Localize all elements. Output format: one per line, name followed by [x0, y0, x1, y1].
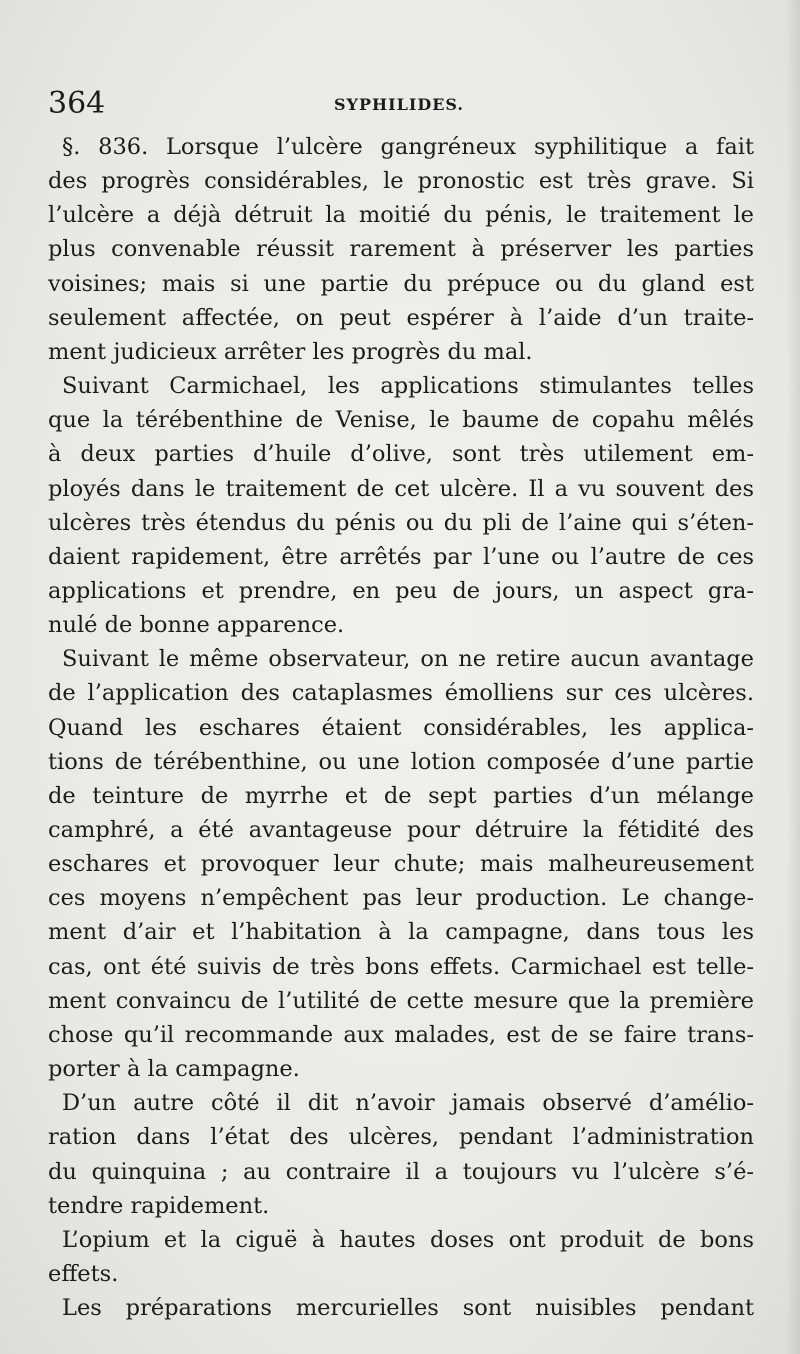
text-line: nulé de bonne apparence. [48, 612, 345, 639]
text-line: à deux parties d’huile d’olive, sont très utilement em- [48, 441, 754, 468]
text-line: l’ulcère a déjà détruit la moitié du pénis, le traitement le [48, 202, 754, 229]
text-line: L’opium et la ciguë à hautes doses ont produit de bons [62, 1226, 754, 1253]
page-number: 364 [48, 86, 106, 121]
text-line: ulcères très étendus du pénis ou du pli de l’aine qui s’éten- [48, 509, 754, 536]
text-line: voisines; mais si une partie du prépuce ou du gland est [48, 270, 754, 297]
text-line: Quand les eschares étaient considérables, les applica- [48, 714, 754, 741]
text-line: Suivant Carmichael, les applications stimulantes telles [62, 373, 754, 400]
text-line: applications et prendre, en peu de jours, un aspect gra- [48, 577, 754, 604]
text-line: tendre rapidement. [48, 1192, 270, 1219]
text-line: porter à la campagne. [48, 1056, 300, 1083]
text-line: seulement affectée, on peut espérer à l’aide d’un traite- [48, 304, 754, 331]
text-line: de teinture de myrrhe et de sept parties d’un mélange [48, 782, 754, 809]
text-line: eschares et provoquer leur chute; mais malheureusement [48, 851, 754, 878]
text-line: Les préparations mercurielles sont nuisibles pendant [62, 1295, 754, 1322]
text-line: chose qu’il recommande aux malades, est de se faire trans- [48, 1021, 754, 1048]
text-line: ployés dans le traitement de cet ulcère. Il a vu souvent des [48, 475, 754, 502]
text-line: cas, ont été suivis de très bons effets. Carmichael est telle- [48, 953, 754, 980]
text-line: camphré, a été avantageuse pour détruire la fétidité des [48, 817, 754, 843]
text-line: des progrès considérables, le pronostic est très grave. Si [48, 168, 754, 195]
text-line: ces moyens n’empêchent pas leur production. Le change- [48, 885, 754, 912]
text-line: ration dans l’état des ulcères, pendant l’administration [48, 1124, 754, 1151]
text-line: Suivant le même observateur, on ne retire aucun avantage [62, 646, 754, 673]
running-head: SYPHILIDES. [334, 95, 464, 114]
text-line: ment convaincu de l’utilité de cette mesure que la première [48, 987, 754, 1014]
text-line: ment d’air et l’habitation à la campagne, dans tous les [48, 919, 754, 946]
text-line: de l’application des cataplasmes émolliens sur ces ulcères. [48, 680, 754, 707]
text-line: effets. [48, 1260, 119, 1287]
page-shadow [786, 0, 800, 1354]
page-header [48, 84, 754, 124]
text-line: ment judicieux arrêter les progrès du mal. [48, 338, 533, 365]
text-line: D’un autre côté il dit n’avoir jamais observé d’amélio- [62, 1090, 754, 1117]
text-line: du quinquina ; au contraire il a toujours vu l’ulcère s’é- [48, 1158, 754, 1185]
text-line: §. 836. Lorsque l’ulcère gangréneux syphilitique a fait [62, 134, 754, 160]
text-line: tions de térébenthine, ou une lotion composée d’une partie [48, 748, 754, 775]
text-line: que la térébenthine de Venise, le baume de copahu mêlés [48, 407, 754, 434]
text-line: plus convenable réussit rarement à préserver les parties [48, 236, 754, 263]
text-line: daient rapidement, être arrêtés par l’une ou l’autre de ces [48, 543, 754, 570]
